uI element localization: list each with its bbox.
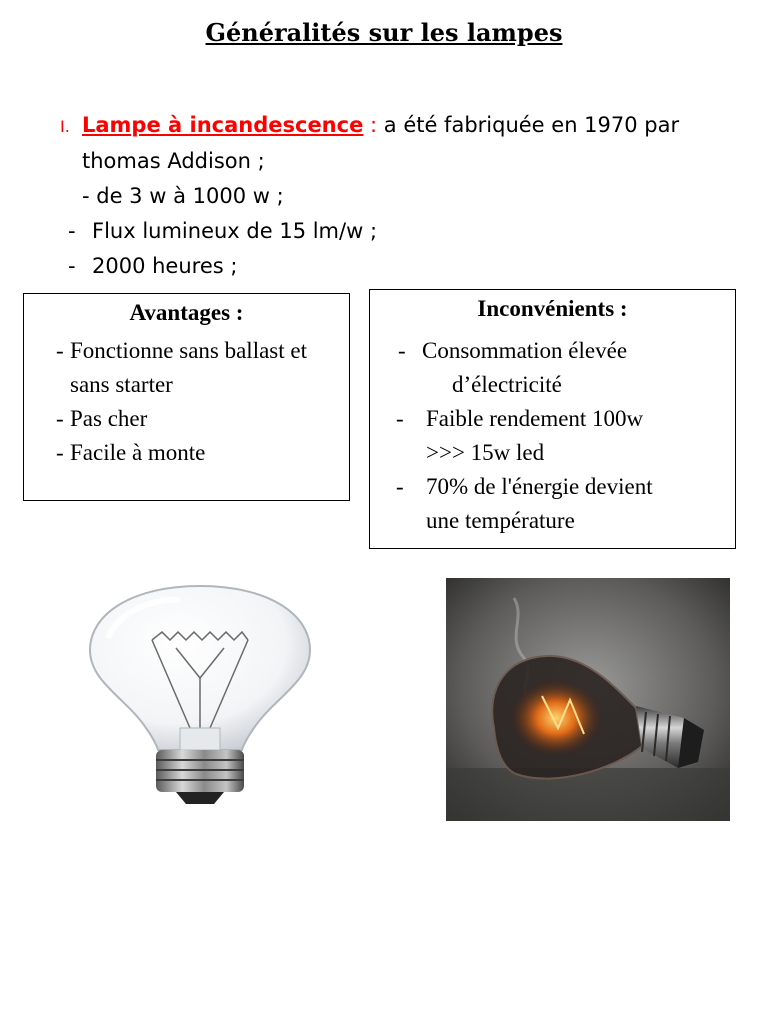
inconvenient-group (422, 334, 627, 402)
section-heading: Lampe à incandescence (82, 113, 364, 137)
section-heading-colon: : (363, 113, 378, 137)
bulb-neck (180, 728, 220, 750)
avantages-box (23, 293, 350, 501)
inconvenient-text: >>> 15w led (426, 440, 545, 465)
avantage-text: Facile à monte (70, 440, 206, 465)
broken-bulb-photo (446, 578, 730, 821)
section-line-power: - de 3 w à 1000 w ; (82, 184, 284, 208)
inconvenient-text: Consommation élevée (422, 338, 628, 363)
avantage-text: Fonctionne sans ballast et sans starter (70, 338, 307, 397)
dash-marker: - (396, 474, 404, 499)
dash-marker: - (68, 254, 76, 278)
dash-marker: - (396, 406, 404, 431)
inconvenients-title: Inconvénients : (477, 296, 628, 321)
avantages-title: Avantages : (129, 300, 244, 325)
list-item (56, 436, 349, 470)
inconvenients-list (370, 334, 735, 538)
page-title: Généralités sur les lampes (205, 18, 563, 47)
dash-marker: - (56, 406, 64, 431)
section-line-hours (60, 249, 740, 284)
section-line-flux (60, 214, 740, 249)
section-incandescence (60, 108, 740, 284)
dash-marker: - (398, 338, 406, 363)
section-intro: a été fabriquée en 1970 par (377, 113, 680, 137)
list-item (370, 402, 735, 470)
list-item (370, 470, 735, 538)
inconvenient-text: 70% de l'énergie devient (426, 474, 653, 499)
dash-marker: - (56, 440, 64, 465)
hours-text: 2000 heures ; (92, 254, 238, 278)
flux-text: Flux lumineux de 15 lm/w ; (92, 219, 378, 243)
list-item (370, 334, 735, 402)
section-number: I. (60, 117, 70, 136)
incandescent-bulb-image (80, 578, 320, 810)
inconvenient-group (426, 402, 643, 470)
avantage-text: Pas cher (70, 406, 148, 431)
list-item (56, 402, 349, 436)
inconvenient-text: une température (426, 508, 575, 533)
inconvenient-group (426, 470, 653, 538)
inconvenients-box (369, 289, 736, 549)
section-heading-row (60, 108, 740, 144)
inconvenient-text: d’électricité (452, 372, 562, 397)
avantages-list (56, 334, 349, 470)
dash-marker: - (56, 338, 64, 363)
list-item (56, 334, 349, 402)
dash-marker: - (68, 219, 76, 243)
section-intro-continued: thomas Addison ; (82, 149, 265, 173)
inconvenient-text: Faible rendement 100w (426, 406, 644, 431)
